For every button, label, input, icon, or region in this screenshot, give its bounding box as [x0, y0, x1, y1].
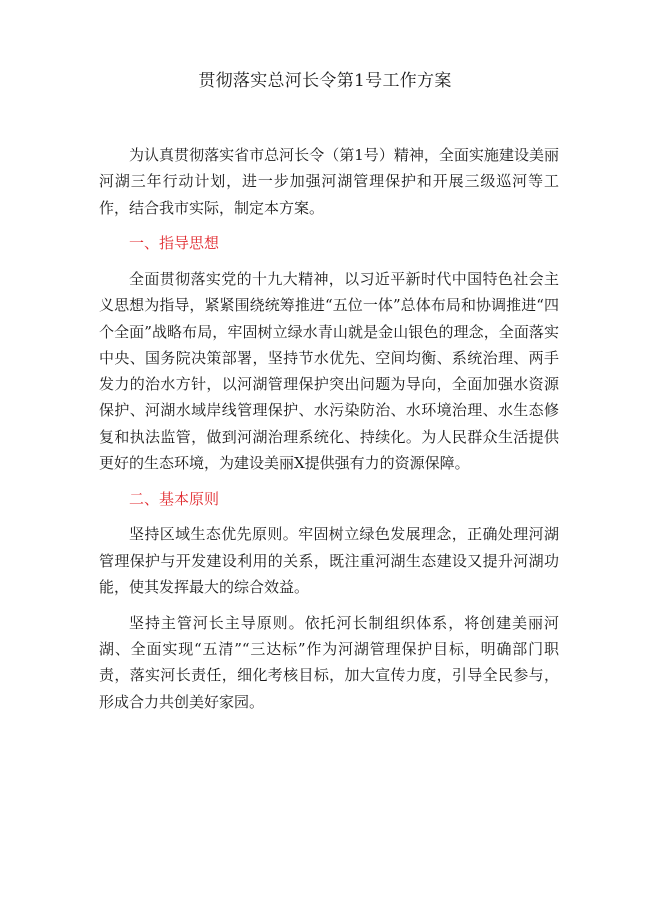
section-heading-basic-principles: 二、基本原则	[129, 489, 220, 508]
document-body	[99, 142, 559, 724]
principle-paragraph-river-chief-led: 坚持主管河长主导原则。依托河长制组织体系，将创建美丽河湖、全面实现“五清”“三达标”作为河湖管理保护目标，明确部门职责，落实河长责任，细化考核目标，加大宣传力度，引导全民参与，形成合力共创美好家园。	[99, 613, 559, 711]
intro-paragraph: 为认真贯彻落实省市总河长令（第1号）精神，全面实施建设美丽河湖三年行动计划，进一步加强河湖管理保护和开展三级巡河等工作，结合我市实际，制定本方案。	[99, 146, 559, 217]
document-title: 贯彻落实总河长令第1号工作方案	[198, 71, 452, 91]
principle-paragraph-ecology-first: 坚持区域生态优先原则。牢固树立绿色发展理念，正确处理河湖管理保护与开发建设利用的关系，既注重河湖生态建设又提升河湖功能，使其发挥最大的综合效益。	[99, 525, 559, 597]
section-heading-guiding-ideology: 一、指导思想	[129, 234, 220, 253]
guiding-ideology-paragraph: 全面贯彻落实党的十九大精神，以习近平新时代中国特色社会主义思想为指导，紧紧围绕统筹推进“五位一体”总体布局和协调推进“四个全面”战略布局，牢固树立绿水青山就是金山银色的理念，全面落实中央、国务院决策部署，坚持节水优先、空间均衡、系统治理、两手发力的治水方针，以河湖管理保护突出问题为导向，全面加强水资源保护、河湖水域岸线管理保护、水污染防治、水环境治理、水生态修复和执法监管，做到河湖治理系统化、持续化。为人民群众生活提供更好的生态环境，为建设美丽X提供强有力的资源保障。	[99, 269, 559, 473]
